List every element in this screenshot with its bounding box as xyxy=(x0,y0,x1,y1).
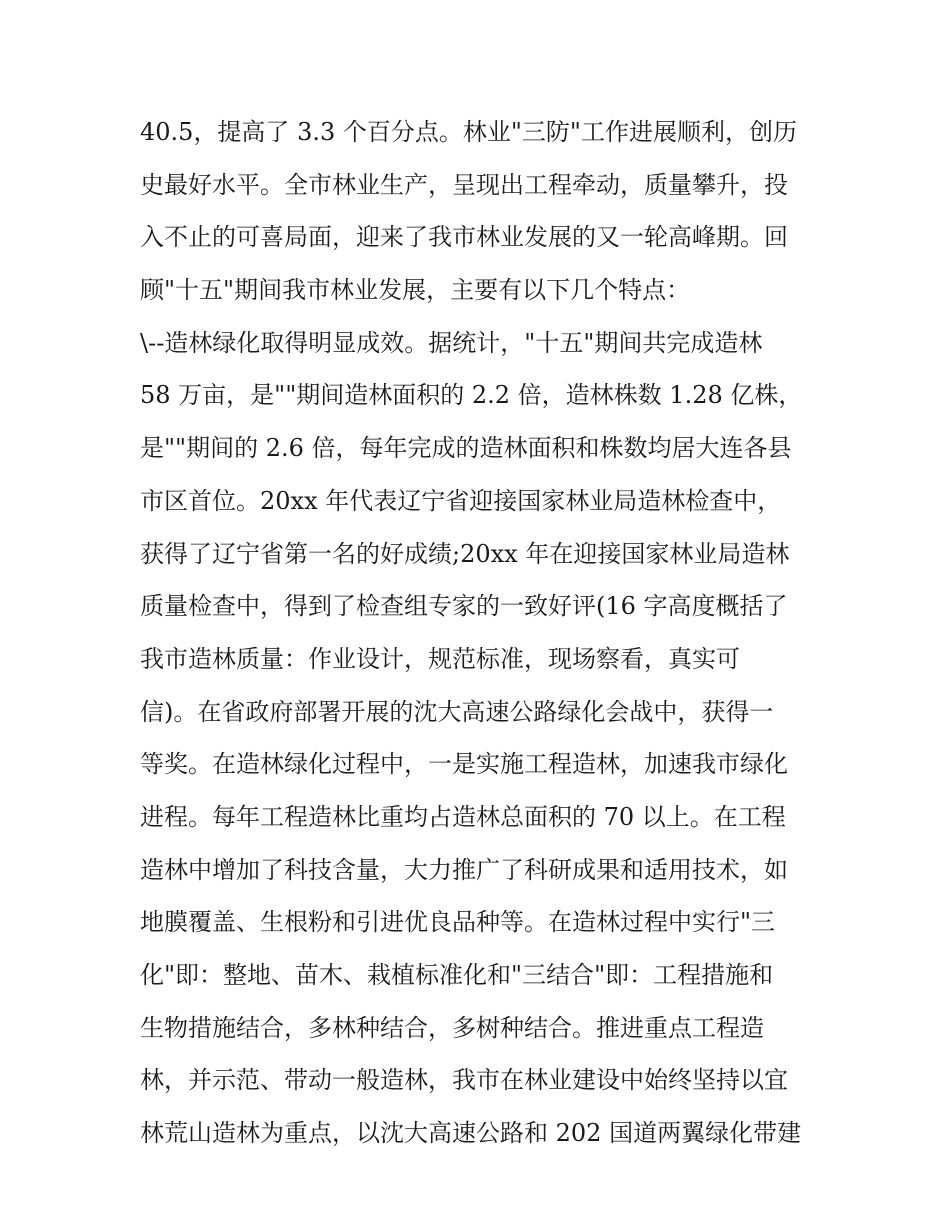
text-line: 是""期间的 2.6 倍，每年完成的造林面积和株数均居大连各县 xyxy=(140,434,792,463)
text-line: 林，并示范、带动一般造林，我市在林业建设中始终坚持以宜 xyxy=(140,1066,788,1095)
text-line: 质量检查中，得到了检查组专家的一致好评(16 字高度概括了 xyxy=(140,592,788,621)
text-line: 信)。在省政府部署开展的沈大高速公路绿化会战中，获得一 xyxy=(140,697,774,726)
text-line: \--造林绿化取得明显成效。据统计，"十五"期间共完成造林 xyxy=(140,328,763,357)
text-line: 造林中增加了科技含量，大力推广了科研成果和适用技术，如 xyxy=(140,855,788,884)
text-line: 地膜覆盖、生根粉和引进优良品种等。在造林过程中实行"三 xyxy=(140,908,776,937)
text-line: 化"即：整地、苗木、栽植标准化和"三结合"即：工程措施和 xyxy=(140,961,774,989)
text-line: 获得了辽宁省第一名的好成绩;20xx 年在迎接国家林业局造林 xyxy=(140,539,790,568)
text-line: 史最好水平。全市林业生产，呈现出工程牵动，质量攀升，投 xyxy=(140,170,788,199)
text-line: 顾"十五"期间我市林业发展，主要有以下几个特点： xyxy=(140,276,691,305)
text-line: 生物措施结合，多林种结合，多树种结合。推进重点工程造 xyxy=(140,1013,764,1042)
text-line: 58 万亩，是""期间造林面积的 2.2 倍，造林株数 1.28 亿株， xyxy=(140,381,803,410)
text-line: 入不止的可喜局面，迎来了我市林业发展的又一轮高峰期。回 xyxy=(140,223,788,252)
text-line: 我市造林质量：作业设计，规范标准，现场察看，真实可 xyxy=(140,644,740,673)
text-line: 40.5，提高了 3.3 个百分点。林业"三防"工作进展顺利，创历 xyxy=(140,118,797,146)
text-line: 等奖。在造林绿化过程中，一是实施工程造林，加速我市绿化 xyxy=(140,750,788,779)
text-line: 林荒山造林为重点，以沈大高速公路和 202 国道两翼绿化带建 xyxy=(140,1119,802,1148)
body-text xyxy=(140,106,830,1160)
text-line: 进程。每年工程造林比重均占造林总面积的 70 以上。在工程 xyxy=(140,802,786,831)
text-line: 市区首位。20xx 年代表辽宁省迎接国家林业局造林检查中， xyxy=(140,486,782,515)
